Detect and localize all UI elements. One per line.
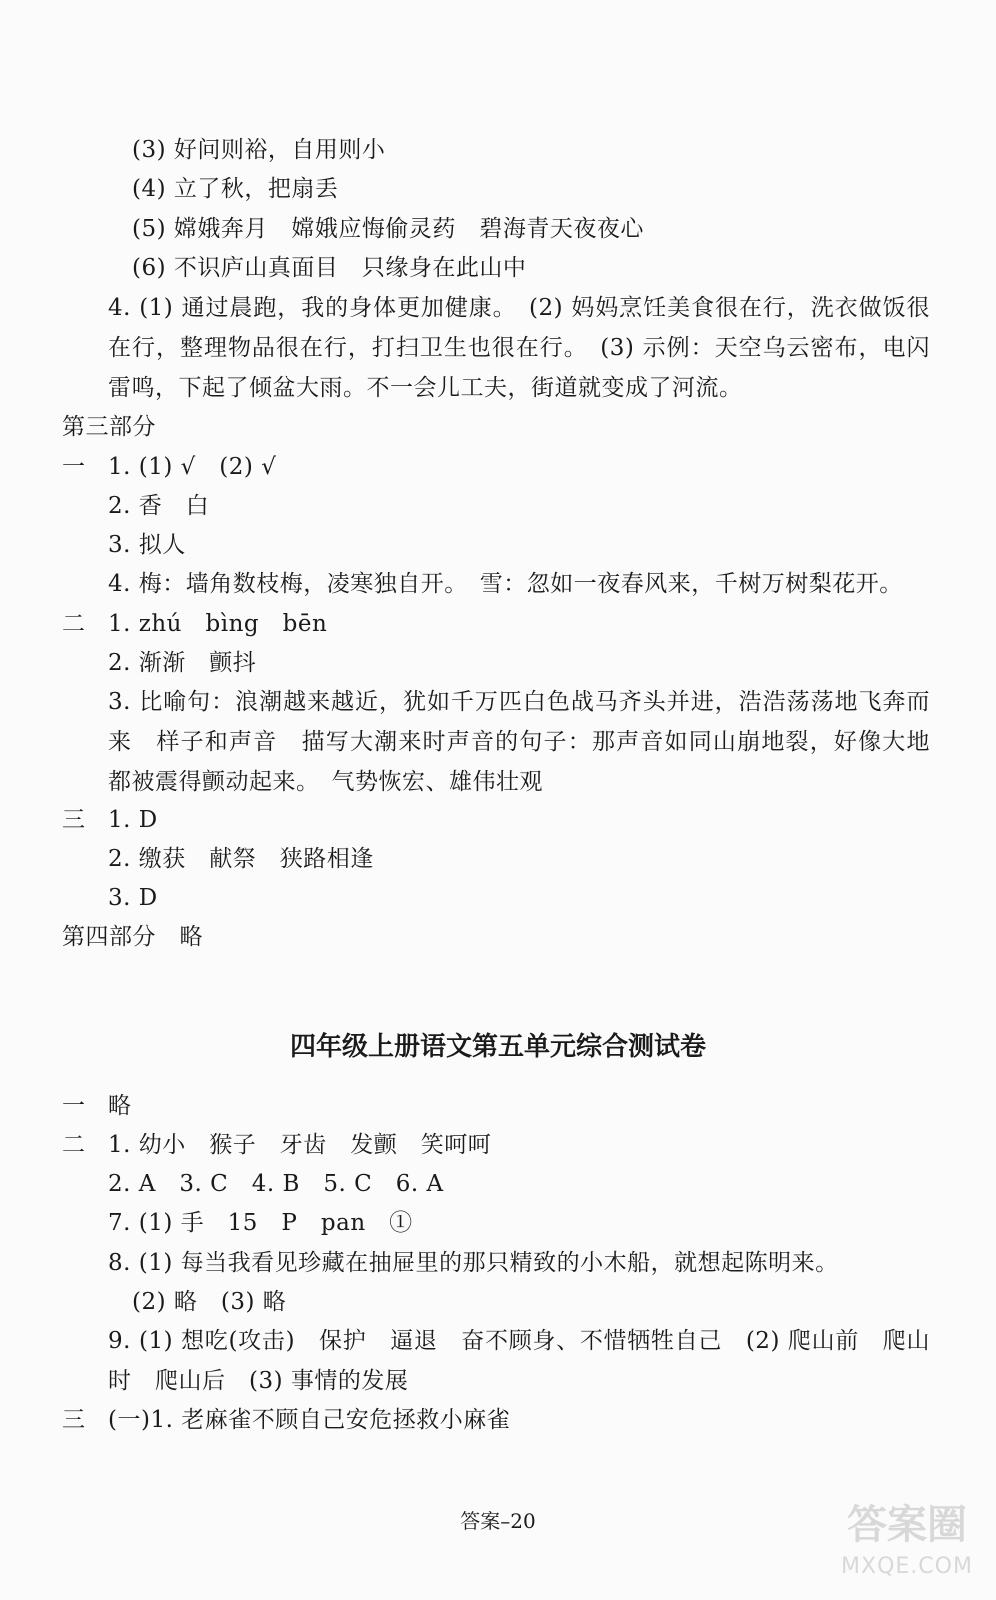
answer-line: (5) 嫦娥奔月 嫦娥应悔偷灵药 碧海青天夜夜心 (132, 216, 644, 242)
answer-line: 3. 拟人 (108, 532, 186, 558)
answer-line: 8. (1) 每当我看见珍藏在抽屉里的那只精致的小木船，就想起陈明来。 (108, 1250, 839, 1276)
part-heading: 第四部分 略 (62, 924, 203, 950)
answer-line: 1. D (108, 807, 158, 833)
watermark-url: MXQE.COM (841, 1554, 973, 1579)
answer-line: 1. zhú bìng bēn (108, 611, 328, 637)
answer-line: 4. 梅：墙角数枝梅，凌寒独自开。 雪：忽如一夜春风来，千树万树梨花开。 (108, 571, 903, 597)
answer-line: 略 (108, 1093, 132, 1119)
section-label: 三 (62, 1407, 86, 1433)
watermark-text: 答案圈 (847, 1502, 967, 1548)
answer-line: (4) 立了秋，把扇丢 (132, 176, 339, 202)
answer-paragraph: 9. (1) 想吃(攻击) 保护 逼退 奋不顾身、不惜牺牲自己 (2) 爬山前 爬山时 爬山后 (3) 事情的发展 (108, 1328, 930, 1394)
answer-line: (6) 不识庐山真面目 只缘身在此山中 (132, 255, 527, 281)
answer-line: 7. (1) 手 15 P pan ① (108, 1210, 413, 1236)
answer-paragraph: 4. (1) 通过晨跑，我的身体更加健康。 (2) 妈妈烹饪美食很在行，洗衣做饭很在行，整理物品很在行，打扫卫生也很在行。 (3) 示例：天空乌云密布，电闪雷鸣，下起了倾盆大雨。不一会儿工夫，街道就变成了河流。 (108, 295, 930, 401)
answer-line: 2. A 3. C 4. B 5. C 6. A (108, 1171, 444, 1197)
section-label: 一 (62, 1093, 86, 1119)
section-label: 三 (62, 807, 86, 833)
part-heading: 第三部分 (62, 414, 156, 440)
answer-line: (2) 略 (3) 略 (132, 1289, 287, 1315)
watermark-logo (832, 1500, 982, 1592)
section-title: 四年级上册语文第五单元综合测试卷 (289, 1032, 706, 1062)
answer-line: 2. 渐渐 颤抖 (108, 650, 257, 676)
section-label: 二 (62, 611, 86, 637)
answer-line: 3. D (108, 885, 158, 911)
section-label: 一 (62, 454, 86, 480)
answer-line: 2. 香 白 (108, 493, 210, 519)
answer-line: 1. 幼小 猴子 牙齿 发颤 笑呵呵 (108, 1132, 492, 1158)
answer-line: 1. (1) √ (2) √ (108, 454, 277, 480)
answer-line: 2. 缴获 献祭 狭路相逢 (108, 846, 374, 872)
answer-paragraph: 3. 比喻句：浪潮越来越近，犹如千万匹白色战马齐头并进，浩浩荡荡地飞奔而来 样子和声音 描写大潮来时声音的句子：那声音如同山崩地裂，好像大地都被震得颤动起来。 气势恢宏、雄伟壮观 (108, 689, 930, 795)
answer-line: (3) 好问则裕，自用则小 (132, 137, 386, 163)
page-number: 答案–20 (460, 1509, 536, 1533)
section-label: 二 (62, 1132, 86, 1158)
answer-line: (一)1. 老麻雀不顾自己安危拯救小麻雀 (108, 1407, 511, 1433)
